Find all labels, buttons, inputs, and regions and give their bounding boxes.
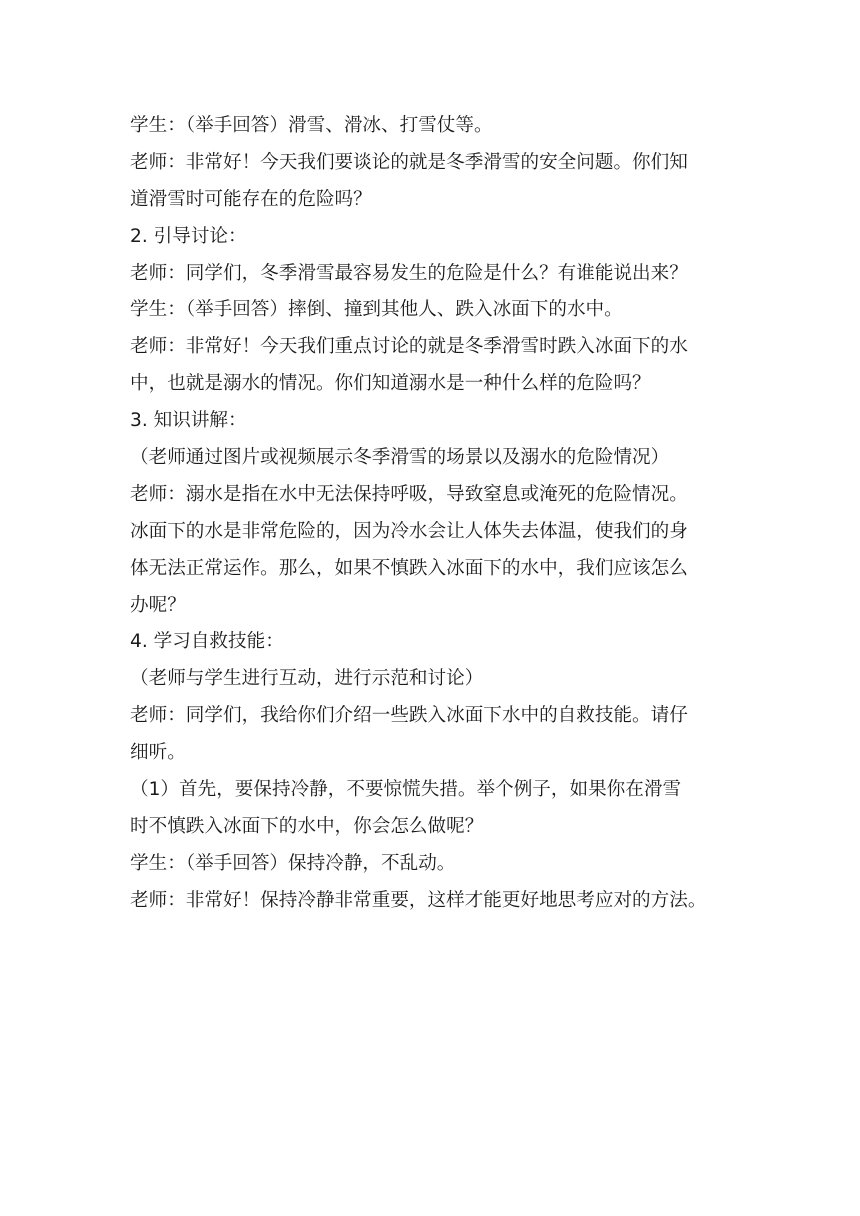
text-line: 冰面下的水是非常危险的，因为冷水会让人体失去体温，使我们的身 — [130, 520, 688, 542]
text-line: （老师与学生进行互动，进行示范和讨论） — [130, 668, 484, 690]
text-line: 老师：溺水是指在水中无法保持呼吸，导致窒息或淹死的危险情况。 — [130, 483, 688, 505]
section-heading: 3. 知识讲解： — [130, 410, 247, 432]
text-line: 老师：同学们，我给你们介绍一些跌入冰面下水中的自救技能。请仔 — [130, 705, 688, 727]
document-body — [130, 108, 732, 920]
text-line: 体无法正常运作。那么，如果不慎跌入冰面下的水中，我们应该怎么 — [130, 557, 688, 579]
text-line: （1）首先，要保持冷静，不要惊慌失措。举个例子，如果你在滑雪 — [130, 779, 682, 801]
text-line: 老师：非常好！保持冷静非常重要，这样才能更好地思考应对的方法。 — [130, 889, 707, 911]
text-line: 时不慎跌入冰面下的水中，你会怎么做呢？ — [130, 815, 484, 837]
text-line: 老师：非常好！今天我们要谈论的就是冬季滑雪的安全问题。你们知 — [130, 151, 688, 173]
section-heading: 2. 引导讨论： — [130, 225, 247, 247]
text-line: 学生：（举手回答）保持冷静，不乱动。 — [130, 852, 456, 874]
text-line: 细听。 — [130, 742, 186, 764]
text-line: （老师通过图片或视频展示冬季滑雪的场景以及溺水的危险情况） — [130, 447, 670, 469]
text-line: 老师：同学们，冬季滑雪最容易发生的危险是什么？有谁能说出来？ — [130, 262, 688, 284]
text-line: 老师：非常好！今天我们重点讨论的就是冬季滑雪时跌入冰面下的水 — [130, 336, 688, 358]
text-line: 办呢？ — [130, 594, 186, 616]
text-line: 学生：（举手回答）滑雪、滑冰、打雪仗等。 — [130, 115, 493, 136]
section-heading: 4. 学习自救技能： — [130, 631, 284, 653]
text-line: 中，也就是溺水的情况。你们知道溺水是一种什么样的危险吗？ — [130, 373, 651, 395]
text-line: 学生：（举手回答）摔倒、撞到其他人、跌入冰面下的水中。 — [130, 299, 623, 321]
text-line: 道滑雪时可能存在的危险吗？ — [130, 188, 372, 210]
